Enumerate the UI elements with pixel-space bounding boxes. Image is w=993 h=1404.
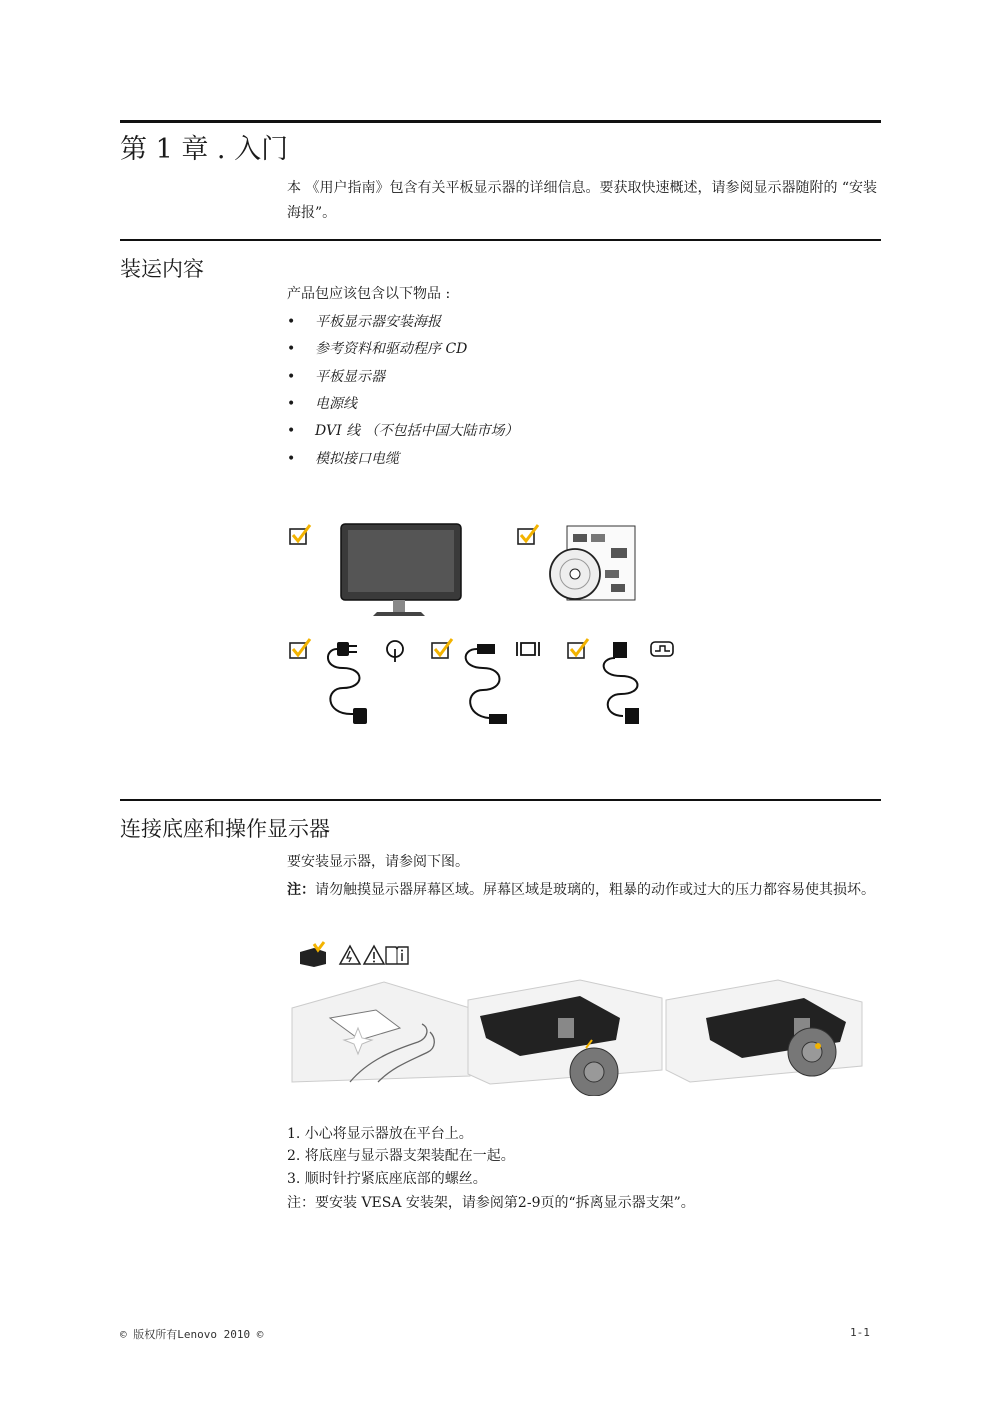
- step-2: 2. 将底座与显示器支架装配在一起。: [287, 1148, 515, 1164]
- checkmark-icon: [290, 639, 310, 658]
- chapter-rule: [120, 120, 881, 123]
- section-rule: [120, 239, 881, 241]
- section-title-attach: 连接底座和操作显示器: [120, 817, 330, 841]
- stand-assembly-illustration: [290, 978, 870, 1096]
- checkmark-icon: [432, 639, 452, 658]
- analog-cable-icon: [604, 642, 673, 724]
- tighten-screw-step: [666, 980, 862, 1082]
- step-1: 1. 小心将显示器放在平台上。: [287, 1126, 473, 1142]
- checkmark-icon: [290, 525, 310, 544]
- warning-icons: [298, 940, 410, 968]
- checkmark-icon: [568, 639, 588, 658]
- chapter-intro: 本 《用户指南》包含有关平板显示器的详细信息。要获取快速概述，请参阅显示器随附的 “安装海报”。: [287, 180, 878, 221]
- package-contents-illustration: [285, 518, 685, 733]
- dvi-cable-icon: [466, 642, 539, 724]
- monitor-icon: [341, 524, 461, 616]
- chapter-title: 第 1 章 . 入门: [120, 134, 289, 165]
- attach-note: 注：请勿触摸显示器屏幕区域。屏幕区域是玻璃的，粗暴的动作或过大的压力都容易使其损坏。: [287, 882, 875, 898]
- step-3: 3. 顺时针拧紧底座底部的螺丝。: [287, 1171, 487, 1187]
- wipe-surface-step: [292, 982, 470, 1082]
- attach-stand-step: [468, 980, 662, 1096]
- shipping-lead: 产品包应该包含以下物品 :: [287, 286, 451, 302]
- attach-lead: 要安装显示器，请参阅下图。: [287, 854, 469, 870]
- footer-copyright: © 版权所有Lenovo 2010 ©: [120, 1328, 264, 1341]
- vesa-note: 注：要安装 VESA 安装架，请参阅第2-9页的“拆离显示器支架”。: [287, 1195, 695, 1211]
- power-cord-icon: [328, 641, 403, 724]
- section-title-shipping: 装运内容: [120, 257, 204, 281]
- section-rule: [120, 799, 881, 801]
- page-number: 1-1: [850, 1326, 870, 1339]
- electric-warning-icon: [340, 946, 360, 964]
- cd-icon: [550, 549, 600, 599]
- warning-icon: [364, 946, 384, 964]
- box-icon: [300, 942, 326, 967]
- manual-info-icon: [386, 947, 408, 964]
- checkmark-icon: [518, 525, 538, 544]
